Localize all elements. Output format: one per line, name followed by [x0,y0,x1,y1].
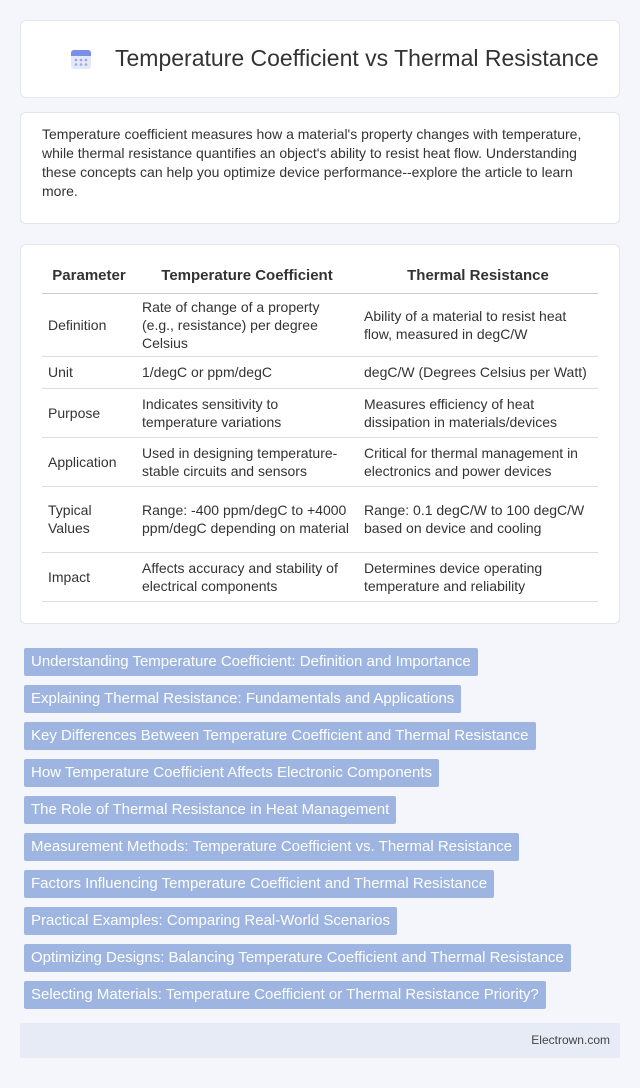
related-link[interactable]: Optimizing Designs: Balancing Temperature Coefficient and Thermal Resistance [24,944,571,972]
table-row [42,388,598,437]
table-cell: Definition [42,293,136,356]
table-row [42,293,598,356]
related-link[interactable]: Understanding Temperature Coefficient: Definition and Importance [24,648,478,676]
table-cell: Used in designing temperature-stable circuits and sensors [136,437,358,486]
related-link[interactable]: Factors Influencing Temperature Coefficient and Thermal Resistance [24,870,494,898]
comparison-table [42,261,598,602]
intro-text: Temperature coefficient measures how a material's property changes with temperature, while thermal resistance quantifies an object's ability to resist heat flow. Understanding these concepts can help you optimize device performance--explore the article to learn more. [42,126,582,199]
related-link[interactable]: Explaining Thermal Resistance: Fundamentals and Applications [24,685,461,713]
column-header: Parameter [42,261,136,293]
table-cell: Purpose [42,388,136,437]
column-header: Temperature Coefficient [136,261,358,293]
related-link[interactable]: How Temperature Coefficient Affects Electronic Components [24,759,439,787]
header-card [20,20,620,98]
table-row [42,486,598,552]
table-cell: Impact [42,552,136,601]
table-cell: Affects accuracy and stability of electrical components [136,552,358,601]
related-links [24,648,616,1018]
table-cell: Critical for thermal management in electronics and power devices [358,437,598,486]
table-cell: Unit [42,356,136,388]
table-row [42,356,598,388]
column-header: Thermal Resistance [358,261,598,293]
table-cell: Measures efficiency of heat dissipation in materials/devices [358,388,598,437]
page-title: Temperature Coefficient vs Thermal Resistance [115,45,599,71]
table-row [42,552,598,601]
related-link[interactable]: Key Differences Between Temperature Coefficient and Thermal Resistance [24,722,536,750]
table-cell: Range: -400 ppm/degC to +4000 ppm/degC depending on material [136,486,358,552]
calendar-icon [69,47,93,71]
related-link[interactable]: Selecting Materials: Temperature Coefficient or Thermal Resistance Priority? [24,981,546,1009]
table-header-row [42,261,598,293]
table-cell: degC/W (Degrees Celsius per Watt) [358,356,598,388]
table-cell: Rate of change of a property (e.g., resistance) per degree Celsius [136,293,358,356]
comparison-table-card [20,244,620,624]
table-cell: Application [42,437,136,486]
table-cell: Determines device operating temperature and reliability [358,552,598,601]
related-link[interactable]: Measurement Methods: Temperature Coefficient vs. Thermal Resistance [24,833,519,861]
footer-brand: Electrown.com [531,1033,610,1047]
table-cell: 1/degC or ppm/degC [136,356,358,388]
table-cell: Indicates sensitivity to temperature variations [136,388,358,437]
table-cell: Typical Values [42,486,136,552]
table-cell: Range: 0.1 degC/W to 100 degC/W based on device and cooling [358,486,598,552]
table-row [42,437,598,486]
table-cell: Ability of a material to resist heat flow, measured in degC/W [358,293,598,356]
footer [20,1023,620,1058]
related-link[interactable]: The Role of Thermal Resistance in Heat Management [24,796,396,824]
related-link[interactable]: Practical Examples: Comparing Real-World Scenarios [24,907,397,935]
intro-card [20,112,620,224]
